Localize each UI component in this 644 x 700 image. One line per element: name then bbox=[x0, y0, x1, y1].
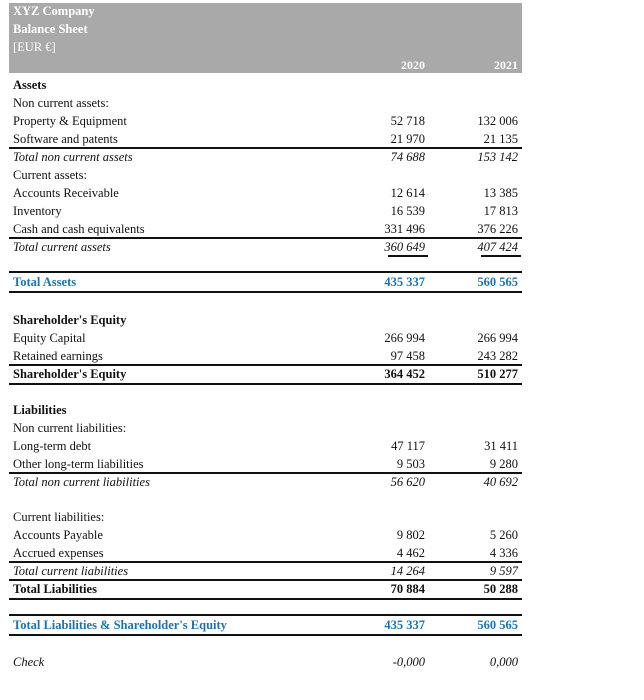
row-label: Total non current liabilities bbox=[13, 475, 150, 489]
row-label: Equity Capital bbox=[13, 331, 86, 345]
value-2021: 243 282 bbox=[477, 349, 518, 363]
balance-sheet bbox=[9, 3, 522, 693]
ar-row bbox=[9, 184, 522, 202]
value-2021: 9 280 bbox=[489, 457, 518, 471]
value-2020: 21 970 bbox=[390, 132, 425, 146]
value-2020: 56 620 bbox=[390, 475, 425, 489]
divider bbox=[9, 598, 522, 600]
sheet-header bbox=[9, 3, 522, 73]
year-2020-header: 2020 bbox=[401, 58, 425, 72]
row-label: Accrued expenses bbox=[13, 546, 104, 560]
value-2021: 40 692 bbox=[483, 475, 518, 489]
row-label: Shareholder's Equity bbox=[13, 367, 127, 381]
row-label: Total non current assets bbox=[13, 150, 133, 164]
year-2021-header: 2021 bbox=[494, 58, 518, 72]
row-label: Inventory bbox=[13, 204, 62, 218]
total-cl-row bbox=[9, 562, 522, 580]
value-2021: 50 288 bbox=[483, 582, 518, 596]
value-2020: 97 458 bbox=[390, 349, 425, 363]
row-label: Accounts Payable bbox=[13, 528, 103, 542]
value-2021: 5 260 bbox=[489, 528, 518, 542]
value-2021: 13 385 bbox=[483, 186, 518, 200]
accrued-expenses-row bbox=[9, 544, 522, 562]
company-name: XYZ Company bbox=[13, 4, 95, 18]
value-2021: 0,000 bbox=[489, 655, 518, 669]
accounts-payable-row bbox=[9, 526, 522, 544]
row-label: Current assets: bbox=[13, 168, 87, 182]
row-label: Other long-term liabilities bbox=[13, 457, 144, 471]
value-2020: -0,000 bbox=[392, 655, 425, 669]
row-label: Non current liabilities: bbox=[13, 421, 127, 435]
other-ltl-row bbox=[9, 455, 522, 473]
row-label: Cash and cash equivalents bbox=[13, 222, 145, 236]
current-liabilities-row bbox=[9, 508, 522, 526]
value-2020: 74 688 bbox=[390, 150, 425, 164]
ppe-row bbox=[9, 112, 522, 130]
row-label: Liabilities bbox=[13, 403, 67, 417]
value-2020: 70 884 bbox=[390, 582, 425, 596]
currency-label: [EUR €] bbox=[13, 40, 56, 54]
equity-capital-row bbox=[9, 329, 522, 347]
value-2021: 31 411 bbox=[484, 439, 518, 453]
value-2020: 364 452 bbox=[384, 367, 425, 381]
se-heading-row bbox=[9, 311, 522, 329]
value-2020: 9 802 bbox=[396, 528, 425, 542]
value-2021: 510 277 bbox=[477, 367, 518, 381]
value-2021: 4 336 bbox=[489, 546, 518, 560]
row-label: Property & Equipment bbox=[13, 114, 127, 128]
row-label: Software and patents bbox=[13, 132, 118, 146]
value-2021: 266 994 bbox=[477, 331, 518, 345]
value-2020: 52 718 bbox=[390, 114, 425, 128]
sheet-title: Balance Sheet bbox=[13, 22, 88, 36]
inventory-row bbox=[9, 202, 522, 220]
total-ncl-row bbox=[9, 473, 522, 491]
row-label: Non current assets: bbox=[13, 96, 109, 110]
current-assets-row bbox=[9, 166, 522, 184]
value-2020: 14 264 bbox=[390, 564, 425, 578]
row-label: Total Liabilities bbox=[13, 582, 97, 596]
check-row bbox=[9, 653, 522, 671]
row-label: Total Assets bbox=[13, 275, 77, 289]
retained-earnings-row bbox=[9, 347, 522, 365]
value-2020: 16 539 bbox=[390, 204, 425, 218]
assets-heading-row bbox=[9, 76, 522, 94]
row-label: Assets bbox=[13, 78, 47, 92]
non-current-assets-row bbox=[9, 94, 522, 112]
value-2021: 9 597 bbox=[489, 564, 518, 578]
value-2021: 153 142 bbox=[477, 150, 518, 164]
value-2020: 266 994 bbox=[384, 331, 425, 345]
value-2021: 560 565 bbox=[477, 618, 518, 632]
value-2020: 360 649 bbox=[384, 240, 425, 254]
ncl-row bbox=[9, 419, 522, 437]
value-2021: 17 813 bbox=[483, 204, 518, 218]
value-2021: 21 135 bbox=[483, 132, 518, 146]
divider bbox=[9, 291, 522, 293]
row-label: Retained earnings bbox=[13, 349, 103, 363]
total-le-row bbox=[9, 616, 522, 634]
value-2020: 435 337 bbox=[384, 275, 425, 289]
cash-row bbox=[9, 220, 522, 238]
total-assets-row bbox=[9, 273, 522, 291]
value-2020: 435 337 bbox=[384, 618, 425, 632]
row-label: Total current assets bbox=[13, 240, 111, 254]
software-row bbox=[9, 130, 522, 148]
row-label: Total current liabilities bbox=[13, 564, 129, 578]
total-liabilities-row bbox=[9, 580, 522, 598]
row-label: Long-term debt bbox=[13, 439, 92, 453]
row-label: Total Liabilities & Shareholder's Equity bbox=[13, 618, 227, 632]
total-ca-row bbox=[9, 238, 522, 256]
subtotal-underline bbox=[481, 255, 521, 257]
row-label: Check bbox=[13, 655, 45, 669]
row-label: Accounts Receivable bbox=[13, 186, 119, 200]
value-2021: 407 424 bbox=[477, 240, 518, 254]
value-2020: 9 503 bbox=[396, 457, 425, 471]
value-2020: 4 462 bbox=[396, 546, 425, 560]
divider bbox=[9, 383, 522, 385]
liabilities-heading-row bbox=[9, 401, 522, 419]
subtotal-underline bbox=[388, 255, 428, 257]
value-2020: 47 117 bbox=[391, 439, 425, 453]
row-label: Shareholder's Equity bbox=[13, 313, 127, 327]
value-2021: 132 006 bbox=[477, 114, 518, 128]
value-2020: 331 496 bbox=[384, 222, 425, 236]
long-term-debt-row bbox=[9, 437, 522, 455]
value-2021: 376 226 bbox=[477, 222, 518, 236]
divider bbox=[9, 634, 522, 636]
value-2021: 560 565 bbox=[477, 275, 518, 289]
value-2020: 12 614 bbox=[390, 186, 425, 200]
total-nca-row bbox=[9, 148, 522, 166]
row-label: Current liabilities: bbox=[13, 510, 105, 524]
se-total-row bbox=[9, 365, 522, 383]
